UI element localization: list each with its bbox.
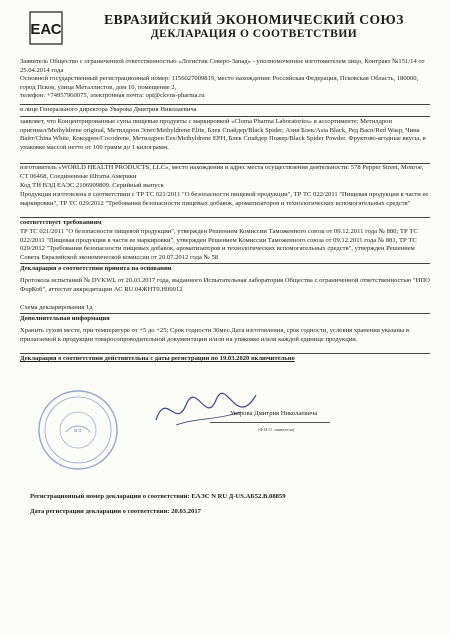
director-text: в лице Генерального директора Уварова Дмитрия Николаевича	[20, 106, 197, 113]
compliance-text: ТР ТС 021/2011 "О безопасности пищевой продукции", утвержден Решением Комиссии Таможенного союза от 09.12.2011 года № 880; ТР ТС 022/2011 "Пищевая продукция в части ее маркировки", утвержден Решением Комиссии Таможенного союза от 09.12.2011 года № 881, ТР ТС 029/2012 "Требования безопасности пищевых добавок, ароматизаторов и технологических вспомогательных средств", утвержден Решением Совета Евразийской экономической комиссии от 20.07.2012 года № 58	[20, 228, 418, 262]
registration-date-label: Дата регистрации декларации о соответствии:	[30, 508, 170, 515]
separator	[20, 116, 430, 117]
applicant-text: Заявитель Общество с ограниченной ответственностью «Логистик Северо-Запад» - уполномоченное изготовителем лицо, Контракт №151/14 от 25.04.2014 года	[20, 58, 425, 74]
registration-date-value: 20.03.2017	[171, 508, 201, 515]
declares-text: заявляет, что Концентрированные супы пищевые продукты с маркировкой «Cloma Pharma Laboratories» в ассортименте: Метилдрон оригинал/Methyldrene original, Метилдрон Элит/Methyldrene Elite, Блек Спайдер/Black Spider, Азия Блек/Asia Black, Ред Васп/Red Wasp, Чина Вайт/China White, Кокодрен/Cocodrene, Метилдрен Еех/Methyldrene EPH, Блек Спайдер Пожер/Black Spider Powder. Фруктово-ягодные вкусы, в упаковке массой нетто от 100 грамм до 1 килограмм.	[20, 118, 426, 152]
registration-number	[30, 493, 430, 500]
basis-title: Декларация о соответствии принята на основании	[20, 265, 172, 272]
manufacturer-text: изготовитель «WORLD HEALTH PRODUCTS, LLC», место нахождения и адрес места осуществления деятельности: 578 Pepper Street, Monroe, CT 06468, Соединенные Штаты Америки	[20, 164, 424, 180]
signatory-caption: (Ф.И.О. заявителя)	[258, 427, 295, 432]
seal-label: М.П.	[73, 428, 83, 433]
separator	[20, 104, 430, 105]
separator	[20, 353, 430, 354]
basis-text: Протокола испытаний № DVKWL от 20.03.2017 года, выданного Испытательная лаборатория Общества с ограниченной ответственностью "НПО ФорКоб", аттестат аккредитации АС RU.04ЖНТ0.Н00012	[20, 277, 430, 293]
declaration-title: ДЕКЛАРАЦИЯ О СООТВЕТСТВИИ	[150, 28, 358, 40]
ogrn-text: Основной государственный регистрационный номер: 1156027009819, место нахождения: Российская Федерация, Псковская Область, 180000, город Псков, улица Металлистов, дом 10, помещение 2,	[20, 75, 419, 91]
registration-date	[30, 508, 430, 515]
validity-text: Декларация о соответствии действительна с даты регистрации по 19.03.2020 включительно	[20, 355, 295, 362]
logo-text: ЕАС	[30, 21, 62, 38]
union-title: ЕВРАЗИЙСКИЙ ЭКОНОМИЧЕСКИЙ СОЮЗ	[104, 12, 404, 27]
code-text: Код ТН ВЭД ЕАЭС 2106909809. Серийный выпуск	[20, 182, 164, 189]
scheme-text: Схема декларирования 1д	[20, 304, 93, 311]
separator	[20, 263, 430, 264]
separator	[20, 217, 430, 218]
separator	[20, 313, 430, 314]
compliance-title: соответствует требованиям	[20, 219, 102, 226]
registration-number-value: ЕАЭС N RU Д-US.АБ52.В.08859	[191, 493, 286, 500]
signature-line	[210, 422, 330, 423]
produced-text: Продукция изготовлена в соответствии с ТР ТС 021/2011 "О безопасности пищевой продукции", ТР ТС 022/2011 "Пищевая продукция в части ее маркировки", ТР ТС 029/2012 "Требования безопасности пищевых добавок, ароматизаторов и технологических вспомогательных средств"	[20, 191, 429, 207]
contacts-text: телефон: +74957960075, электронная почта: opt@ckvns-pharma.ru	[20, 92, 205, 99]
eac-logo	[28, 10, 64, 46]
registration-number-label: Регистрационный номер декларации о соответствии:	[30, 493, 190, 500]
extra-title: Дополнительная информация	[20, 315, 110, 322]
extra-text: Хранить сухом месте, при температуре от +5 до +25; Срок годности 36мес.Дата изготовления, срок годности, условия хранения указаны в прилагаемой к продукции товаросопроводительной документации и/или на упаковке и/или каждой единице продукции.	[20, 327, 410, 343]
signatory-name: Уварова Дмитрия Николаевича	[230, 410, 318, 417]
